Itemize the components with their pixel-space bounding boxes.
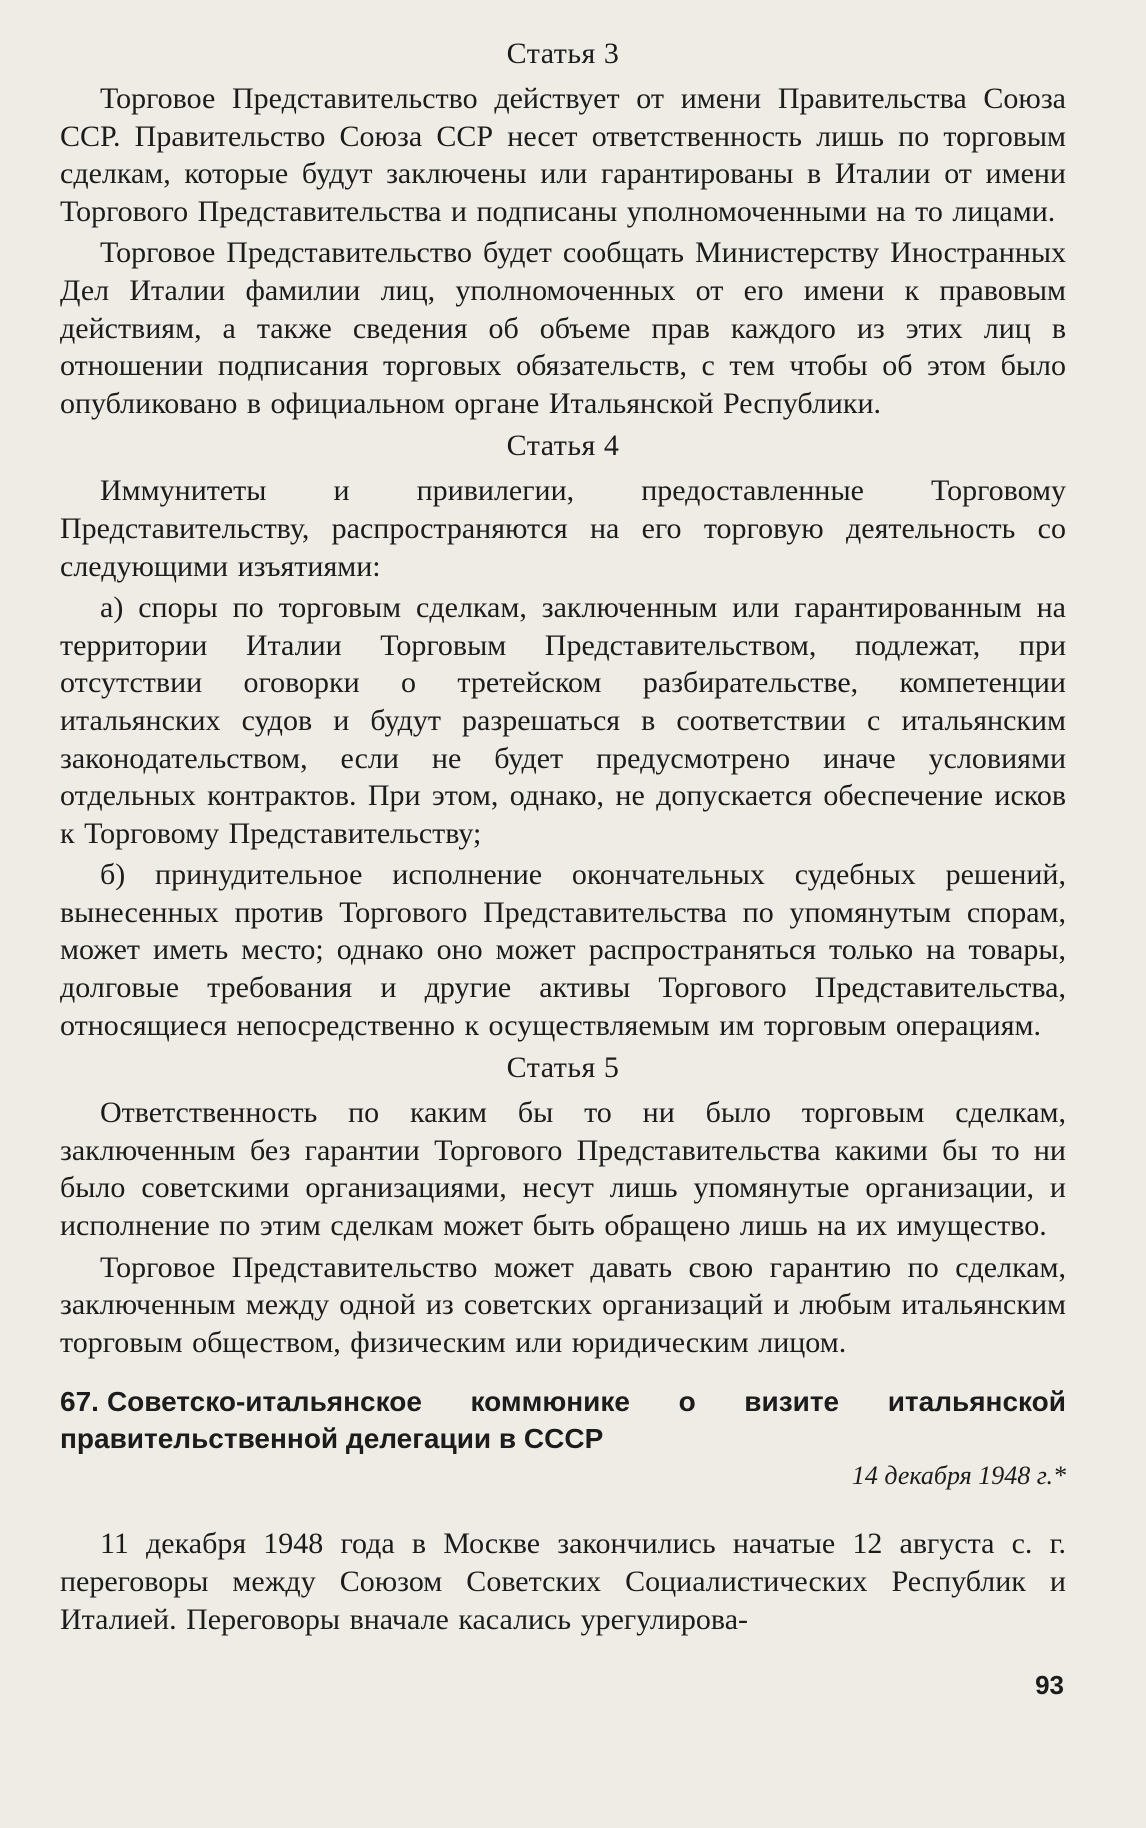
page-number: 93 xyxy=(1035,1670,1064,1700)
document-67-title: Советско-итальянское коммюнике о визите итальянской правительственной делегации в СССР xyxy=(60,1386,1066,1455)
document-67-title-block xyxy=(60,1383,1066,1457)
article-3-paragraph-2: Торговое Представительство будет сообщать Министерству Иностранных Дел Италии фамилии лиц, уполномоченных от его имени к правовым действиям, а также сведения об объеме прав каждого из этих лиц в отношении подписания торговых обязательств, с тем чтобы об этом было опубликовано в официальном органе Итальянской Республики. xyxy=(60,236,1066,420)
article-4-paragraph-1: Иммунитеты и привилегии, предоставленные Торговому Представительству, распространяются на его торговую деятельность со следующими изъятиями: xyxy=(60,474,1066,583)
article-5-paragraph-2: Торговое Представительство может давать свою гарантию по сделкам, заключенным между одной из советских организаций и любым итальянским торговым обществом, физическим или юридическим лицом. xyxy=(60,1250,1066,1359)
article-4-paragraph-b: б) принудительное исполнение окончательных судебных решений, вынесенных против Торгового Представительства по упомянутым спорам, может иметь место; однако оно может распространяться только на товары, долговые требования и другие активы Торгового Представительства, относящиеся непосредственно к осуществляемым им торговым операциям. xyxy=(60,858,1066,1042)
document-67-number: 67. xyxy=(60,1386,99,1418)
article-5-paragraph-1: Ответственность по каким бы то ни было торговым сделкам, заключенным без гарантии Торгового Представительства какими бы то ни было советскими организациями, несут лишь упомянутые организации, и исполнение по этим сделкам может быть обращено лишь на их имущество. xyxy=(60,1096,1066,1243)
article-5-heading: Статья 5 xyxy=(506,1051,620,1085)
document-67-date: 14 декабря 1948 г.* xyxy=(851,1461,1066,1491)
article-3-heading: Статья 3 xyxy=(506,37,620,70)
article-4-heading: Статья 4 xyxy=(506,429,620,463)
article-4-paragraph-a: а) споры по торговым сделкам, заключенным или гарантированным на территории Италии Торговым Представительством, подлежат, при отсутствии оговорки о третейском разбирательстве, компетенции итальянских судов и будут разрешаться в соответствии с итальянским законодательством, если не будет предусмотрено иначе условиями отдельных контрактов. При этом, однако, не допускается обеспечение исков к Торговому Представительству; xyxy=(60,591,1066,850)
document-67-paragraph-1: 11 декабря 1948 года в Москве закончились начатые 12 августа с. г. переговоры между Союзом Советских Социалистических Республик и Италией. Переговоры вначале касались урегулирова- xyxy=(60,1527,1066,1636)
article-3-paragraph-1: Торговое Представительство действует от имени Правительства Союза ССР. Правительство Союза ССР несет ответственность лишь по торговым сделкам, которые будут заключены или гарантированы в Италии от имени Торгового Представительства и подписаны уполномоченными на то лицами. xyxy=(60,82,1066,228)
